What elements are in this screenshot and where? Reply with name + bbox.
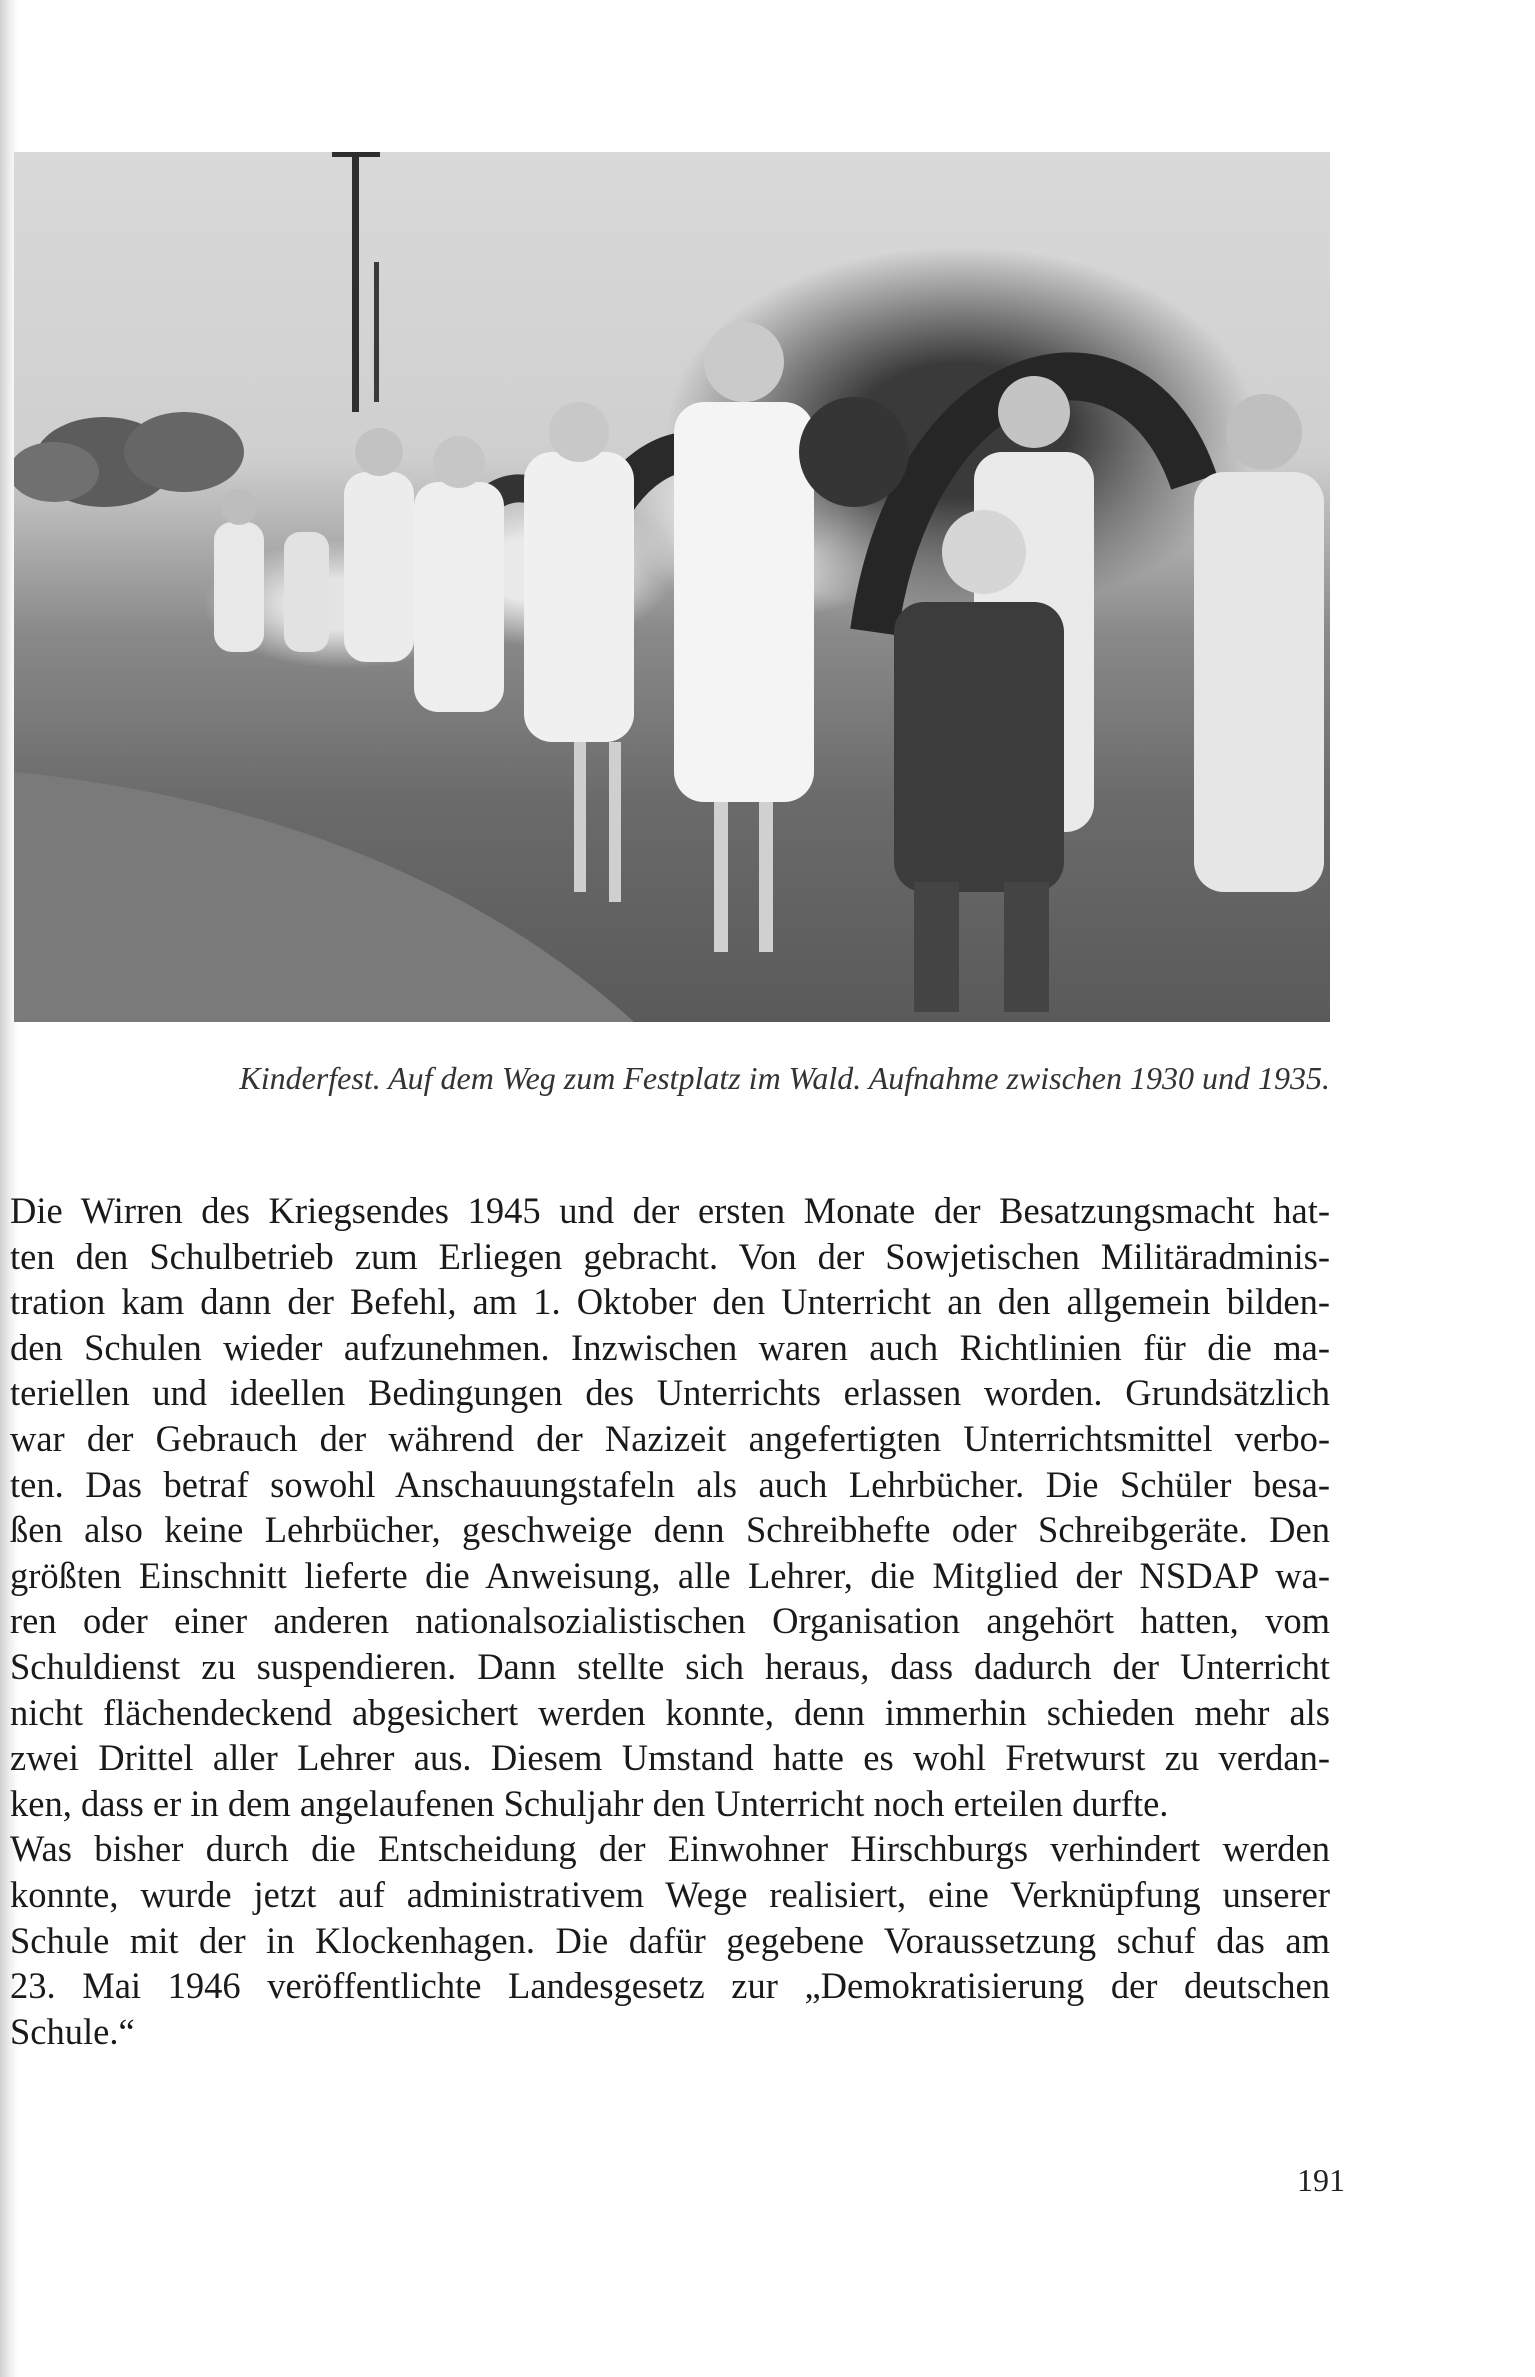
body-line: Die Wirren des Kriegsendes 1945 und der ersten Monate der Besatzungsmacht hat- [10,1190,1330,1231]
body-line: größten Einschnitt lieferte die Anweisung, alle Lehrer, die Mitglied der NSDAP wa- [10,1554,1330,1596]
body-line: war der Gebrauch der während der Nazizeit angefertigten Unterrichtsmittel verbo- [10,1417,1330,1459]
body-line: ßen also keine Lehrbücher, geschweige denn Schreibhefte oder Schreibgeräte. Den [10,1509,1330,1551]
photo-illustration [14,152,1330,1022]
body-line: ten den Schulbetrieb zum Erliegen gebracht. Von der Sowjetischen Militäradminis- [10,1235,1330,1277]
body-text [10,1188,1330,2054]
body-line: Schule.“ [10,2010,135,2052]
body-line: Schuldienst zu suspendieren. Dann stellte sich heraus, dass dadurch der Unterricht [10,1645,1330,1687]
body-line: ren oder einer anderen nationalsozialistischen Organisation angehört hatten, vom [10,1600,1330,1642]
body-line: zwei Drittel aller Lehrer aus. Diesem Umstand hatte es wohl Fretwurst zu verdan- [10,1737,1330,1779]
body-line: Schule mit der in Klockenhagen. Die dafür gegebene Voraussetzung schuf das am [10,1919,1330,1961]
body-line: konnte, wurde jetzt auf administrativem Wege realisiert, eine Verknüpfung unserer [10,1873,1330,1915]
photo-caption: Kinderfest. Auf dem Weg zum Festplatz im Wald. Aufnahme zwischen 1930 und 1935. [239,1060,1330,1096]
body-line: den Schulen wieder aufzunehmen. Inzwischen waren auch Richtlinien für die ma- [10,1326,1330,1368]
body-line: ken, dass er in dem angelaufenen Schuljahr den Unterricht noch erteilen durfte. [10,1782,1169,1824]
body-line: ten. Das betraf sowohl Anschauungstafeln als auch Lehrbücher. Die Schüler besa- [10,1463,1330,1505]
body-line: tration kam dann der Befehl, am 1. Oktober den Unterricht an den allgemein bilden- [10,1281,1330,1323]
body-line: teriellen und ideellen Bedingungen des Unterrichts erlassen worden. Grundsätzlich [10,1372,1330,1414]
page-number: 191 [1297,2162,1345,2198]
body-line: nicht flächendeckend abgesichert werden konnte, denn immerhin schieden mehr als [10,1691,1330,1733]
body-line: Was bisher durch die Entscheidung der Einwohner Hirschburgs verhindert werden [10,1828,1330,1870]
historical-photo [14,152,1330,1022]
body-line: 23. Mai 1946 veröffentlichte Landesgesetz zur „Demokratisierung der deutschen [10,1965,1330,2007]
